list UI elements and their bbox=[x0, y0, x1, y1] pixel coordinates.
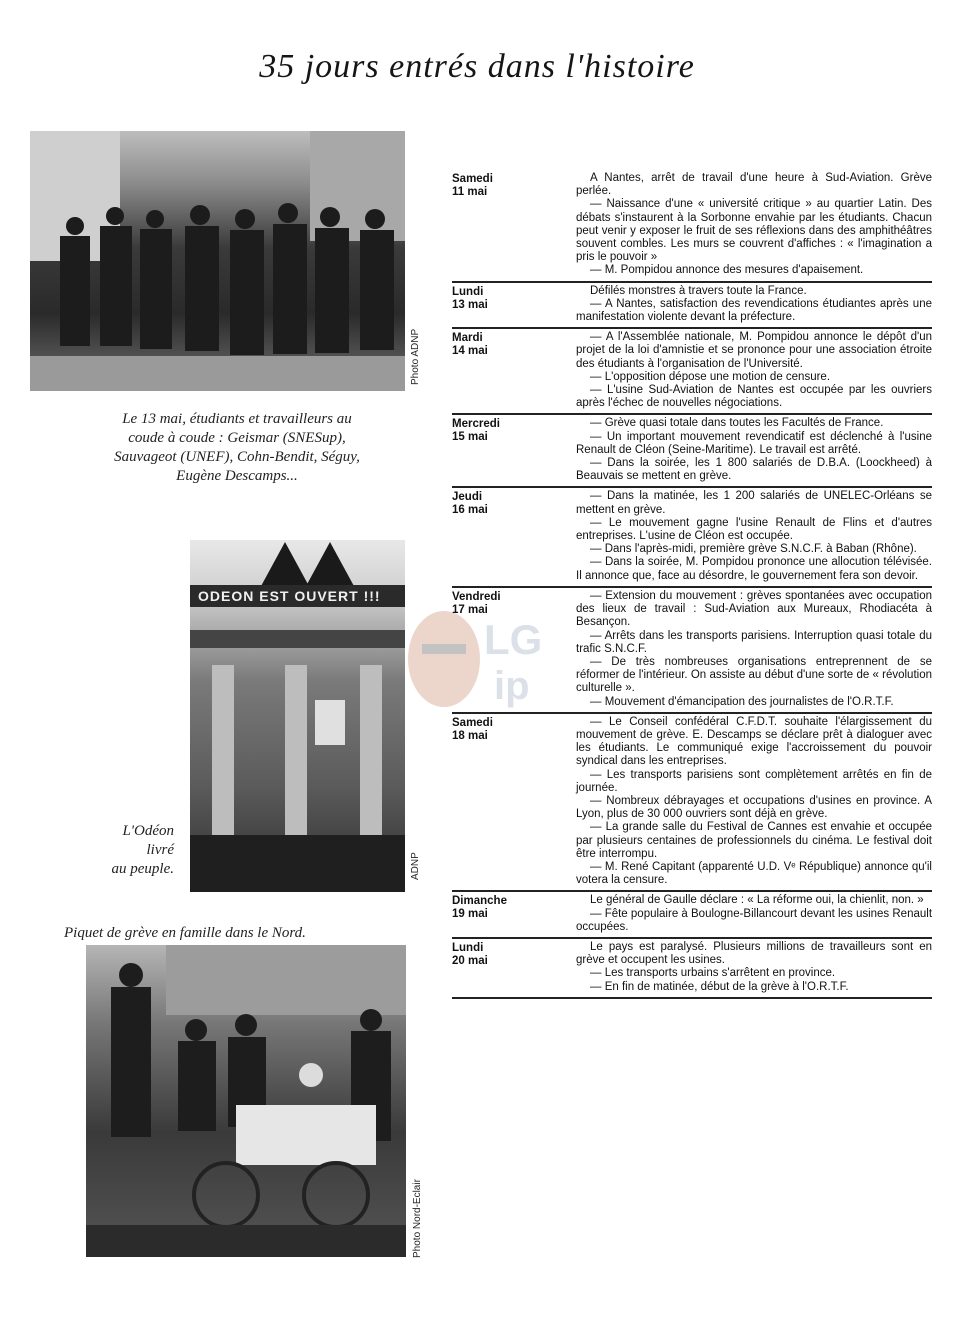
timeline-day bbox=[452, 331, 576, 410]
timeline-events bbox=[576, 417, 932, 483]
timeline-event-text: Le pays est paralysé. Plusieurs millions de travailleurs sont en grève et occupent les usines. bbox=[576, 940, 932, 967]
timeline-event-text: — En fin de matinée, début de la grève à l'O.R.T.F. bbox=[590, 980, 849, 993]
timeline-events bbox=[576, 490, 932, 582]
timeline-event-text: — Dans la soirée, M. Pompidou prononce une allocution télévisée. Il annonce que, face au désordre, le gouvernement fera son devoir. bbox=[576, 556, 932, 582]
timeline-date: 15 mai bbox=[452, 431, 488, 444]
timeline-event-text: — L'usine Sud-Aviation de Nantes est occupée par les ouvriers après l'échec de nouvelles négociations. bbox=[576, 384, 932, 410]
timeline-event-text: — Mouvement d'émancipation des journalistes de l'O.R.T.F. bbox=[590, 695, 894, 708]
timeline-weekday: Jeudi bbox=[452, 491, 483, 504]
timeline-date: 16 mai bbox=[452, 504, 488, 517]
timeline-event-text: — Dans la soirée, les 1 800 salariés de D.B.A. (Loockheed) à Beauvais se mettent en grève. bbox=[576, 457, 932, 483]
timeline-event-text: — M. René Capitant (apparenté U.D. Vᵉ République) annonce qu'il votera la censure. bbox=[576, 860, 932, 887]
caption-march-line: Sauvageot (UNEF), Cohn-Bendit, Séguy, bbox=[114, 449, 360, 465]
timeline-event-text: — Le Conseil confédéral C.F.D.T. souhaite l'élargissement du mouvement de grève. E. Descamps se déclare prêt à dialoguer avec les étudiants. Le communiqué exige l'accroissement du pouvoir syndical dans les entreprises. bbox=[576, 715, 932, 768]
timeline-weekday: Lundi bbox=[452, 285, 484, 298]
timeline-event-text: — De très nombreuses organisations entreprennent de se réformer de l'intérieur. On assiste au début d'une sorte de « révolution culturelle ». bbox=[576, 655, 932, 695]
timeline-events bbox=[576, 716, 932, 888]
caption-march-line: Le 13 mai, étudiants et travailleurs au bbox=[122, 411, 352, 427]
timeline-events bbox=[576, 894, 932, 934]
odeon-photo bbox=[190, 540, 405, 892]
timeline-day bbox=[452, 941, 576, 994]
caption-odeon-line: L'Odéon bbox=[122, 823, 174, 839]
page-title: 35 jours entrés dans l'histoire bbox=[259, 48, 695, 85]
timeline-event-text: A Nantes, arrêt de travail d'une heure à Sud-Aviation. Grève perlée. bbox=[576, 172, 932, 198]
timeline-day bbox=[452, 417, 576, 483]
timeline-event-text: — Les transports parisiens sont complètement arrêtés en fin de journée. bbox=[576, 768, 932, 794]
timeline-entry bbox=[452, 170, 932, 283]
timeline-event-text: — A Nantes, satisfaction des revendications étudiantes après une manifestation violente devant la préfecture. bbox=[576, 297, 932, 324]
march-photo bbox=[30, 131, 405, 391]
timeline-date: 13 mai bbox=[452, 298, 488, 311]
timeline-day bbox=[452, 490, 576, 582]
timeline-event-text: — Naissance d'une « université critique » au quartier Latin. Des débats s'instaurent à la Sorbonne envahie par les étudiants. Chacun peut venir y exposer le fruit de ses réflexions dans des amphithéâtres souvent combles. Les murs se couvrent d'affiches : « l'imagination a pris le pouvoir » bbox=[576, 198, 932, 264]
timeline-entry bbox=[452, 892, 932, 939]
timeline-event-text: — A l'Assemblée nationale, M. Pompidou annonce le dépôt d'un projet de la loi d'amnistie et se prononce pour une association étroite des étudiants à l'organisation de l'Université. bbox=[576, 331, 932, 370]
timeline-entry bbox=[452, 488, 932, 587]
timeline-weekday: Mercredi bbox=[452, 418, 500, 431]
timeline bbox=[452, 170, 932, 999]
timeline-events bbox=[576, 331, 932, 410]
timeline-event-text: — Extension du mouvement : grèves spontanées avec occupation des lieux de travail : Sud-Aviation aux Mureaux, Rhodiacéta à Besançon. bbox=[576, 589, 932, 629]
timeline-date: 19 mai bbox=[452, 908, 488, 921]
timeline-weekday: Mardi bbox=[452, 332, 483, 345]
timeline-weekday: Lundi bbox=[452, 941, 484, 954]
timeline-day bbox=[452, 590, 576, 709]
caption-march-line: Eugène Descamps... bbox=[176, 468, 298, 484]
svg-text:ip: ip bbox=[494, 664, 530, 708]
timeline-event-text: — Dans l'après-midi, première grève S.N.C.F. à Baban (Rhône). bbox=[590, 543, 917, 556]
timeline-events bbox=[576, 941, 932, 994]
timeline-event-text: — Les transports urbains s'arrêtent en province. bbox=[590, 967, 836, 980]
timeline-entry bbox=[452, 714, 932, 893]
timeline-weekday: Samedi bbox=[452, 716, 493, 729]
picket-photo bbox=[86, 945, 406, 1257]
timeline-event-text: — La grande salle du Festival de Cannes est envahie et occupée par plusieurs centaines de professionnels du cinéma. Le festival doit être interrompu. bbox=[576, 821, 932, 860]
timeline-date: 14 mai bbox=[452, 345, 488, 358]
caption-odeon bbox=[70, 822, 174, 879]
caption-picket: Piquet de grève en famille dans le Nord. bbox=[64, 925, 306, 941]
timeline-date: 17 mai bbox=[452, 603, 488, 616]
caption-march bbox=[62, 410, 412, 486]
photo-credit-odeon: ADNP bbox=[410, 852, 421, 880]
odeon-banner-text: ODEON EST OUVERT !!! bbox=[198, 588, 381, 604]
timeline-day bbox=[452, 716, 576, 888]
caption-odeon-line: au peuple. bbox=[111, 861, 174, 877]
timeline-event-text: — Fête populaire à Boulogne-Billancourt devant les usines Renault occupées. bbox=[576, 907, 933, 933]
timeline-event-text: — Nombreux débrayages et occupations d'usines en province. A Lyon, plus de 30 000 ouvriers sont déjà en grève. bbox=[576, 794, 932, 821]
photo-credit-march: Photo ADNP bbox=[410, 328, 421, 385]
timeline-day bbox=[452, 172, 576, 278]
march-crowd-illustration bbox=[30, 131, 405, 391]
picket-family-illustration bbox=[86, 945, 406, 1257]
timeline-events bbox=[576, 172, 932, 278]
timeline-event-text: — Un important mouvement revendicatif est déclenché à l'usine Renault de Cléon (Seine-Maritime). Le travail est arrêté. bbox=[576, 430, 932, 456]
timeline-entry bbox=[452, 588, 932, 714]
timeline-entry bbox=[452, 939, 932, 999]
timeline-day bbox=[452, 894, 576, 934]
timeline-event-text: — Dans la matinée, les 1 200 salariés de UNELEC-Orléans se mettent en grève. bbox=[576, 490, 932, 516]
timeline-event-text: — Arrêts dans les transports parisiens. Interruption quasi totale du trafic S.N.C.F. bbox=[576, 629, 932, 655]
timeline-event-text: Défilés monstres à travers toute la France. bbox=[590, 284, 807, 297]
timeline-day bbox=[452, 285, 576, 325]
timeline-weekday: Samedi bbox=[452, 173, 493, 185]
timeline-entry bbox=[452, 415, 932, 488]
timeline-entry bbox=[452, 283, 932, 330]
timeline-event-text: — Grève quasi totale dans toutes les Facultés de France. bbox=[590, 417, 884, 430]
timeline-event-text: — M. Pompidou annonce des mesures d'apaisement. bbox=[590, 264, 864, 277]
timeline-weekday: Dimanche bbox=[452, 895, 507, 908]
timeline-event-text: — Le mouvement gagne l'usine Renault de Flins et d'autres entreprises. L'usine de Cléon est occupée. bbox=[576, 516, 932, 543]
timeline-event-text: Le général de Gaulle déclare : « La réforme oui, la chienlit, non. » bbox=[590, 894, 924, 907]
timeline-events bbox=[576, 285, 932, 325]
photo-credit-picket: Photo Nord-Eclair bbox=[412, 1179, 423, 1258]
timeline-date: 11 mai bbox=[452, 186, 488, 198]
timeline-weekday: Vendredi bbox=[452, 590, 501, 603]
timeline-event-text: — L'opposition dépose une motion de censure. bbox=[590, 370, 831, 383]
svg-text:LG: LG bbox=[484, 616, 543, 663]
caption-march-line: coude à coude : Geismar (SNESup), bbox=[128, 430, 346, 446]
timeline-events bbox=[576, 590, 932, 709]
timeline-entry bbox=[452, 329, 932, 415]
caption-odeon-line: livré bbox=[146, 842, 174, 858]
timeline-date: 18 mai bbox=[452, 729, 488, 742]
timeline-date: 20 mai bbox=[452, 954, 488, 967]
